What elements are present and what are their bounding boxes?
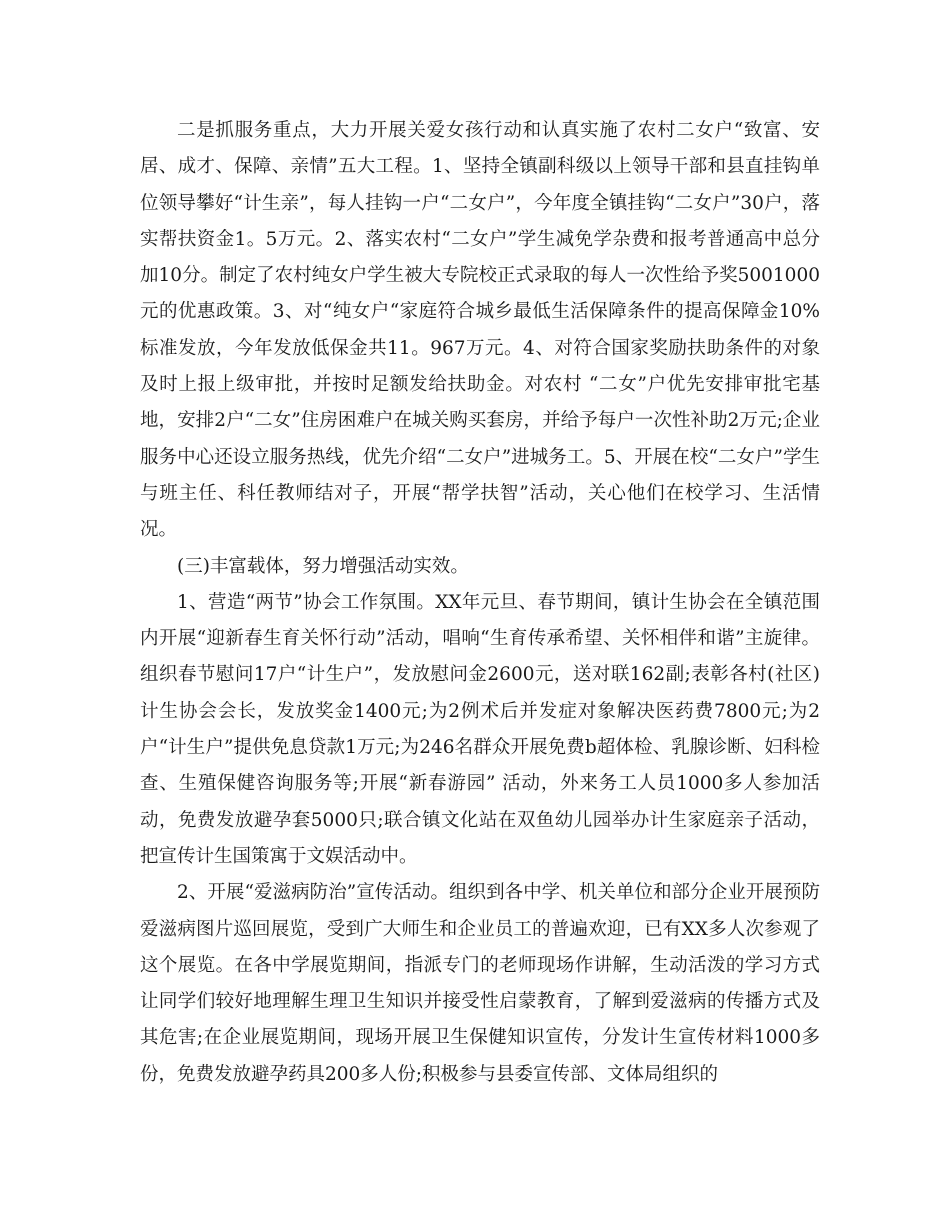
paragraph-service-focus: 二是抓服务重点，大力开展关爱女孩行动和认真实施了农村二女户“致富、安居、成才、保障、亲情”五大工程。1、坚持全镇副科级以上领导干部和县直挂钩单位领导攀好“计生亲”，每人挂钩一户“二女户”，今年度全镇挂钩“二女户”30户，落实帮扶资金1。5万元。2、落实农村“二女户”学生减免学杂费和报考普通高中总分加10分。制定了农村纯女户学生被大专院校正式录取的每人一次性给予奖5001000元的优惠政策。3、对“纯女户“家庭符合城乡最低生活保障条件的提高保障金10%标准发放，今年发放低保金共11。967万元。4、对符合国家奖励扶助条件的对象及时上报上级审批，并按时足额发给扶助金。对农村 “二女”户优先安排审批宅基地，安排2户“二女”住房困难户在城关购买套房，并给予每户一次性补助2万元;企业服务中心还设立服务热线，优先介绍“二女户”进城务工。5、开展在校“二女户”学生与班主任、科任教师结对子，开展“帮学扶智”活动，关心他们在校学习、生活情况。: [140, 120, 820, 541]
paragraph-aids-prevention: 2、开展“爱滋病防治”宣传活动。组织到各中学、机关单位和部分企业开展预防爱滋病图片巡回展览，受到广大师生和企业员工的普遍欢迎，已有XX多人次参观了这个展览。在各中学展览期间，指派专门的老师现场作讲解，生动活泼的学习方式让同学们较好地理解生理卫生知识并接受性启蒙教育，了解到爱滋病的传播方式及其危害;在企业展览期间，现场开展卫生保健知识宣传，分发计生宣传材料1000多份，免费发放避孕药具200多人份;积极参与县委宣传部、文体局组织的: [140, 882, 820, 1085]
document-body: [140, 113, 820, 1093]
paragraph-two-festivals: 1、营造“两节”协会工作氛围。XX年元旦、春节期间，镇计生协会在全镇范围内开展“迎新春生育关怀行动”活动，唱响“生育传承希望、关怀相伴和谐”主旋律。组织春节慰问17户“计生户”，发放慰问金2600元，送对联162副;表彰各村(社区)计生协会会长，发放奖金1400元;为2例术后并发症对象解决医药费7800元;为2户“计生户”提供免息贷款1万元;为246名群众开展免费b超体检、乳腺诊断、妇科检查、生殖保健咨询服务等;开展“新春游园” 活动，外来务工人员1000多人参加活动，免费发放避孕套5000只;联合镇文化站在双鱼幼儿园举办计生家庭亲子活动，把宣传计生国策寓于文娱活动中。: [140, 591, 820, 867]
paragraph-section-heading: (三)丰富载体，努力增强活动实效。: [177, 555, 469, 577]
